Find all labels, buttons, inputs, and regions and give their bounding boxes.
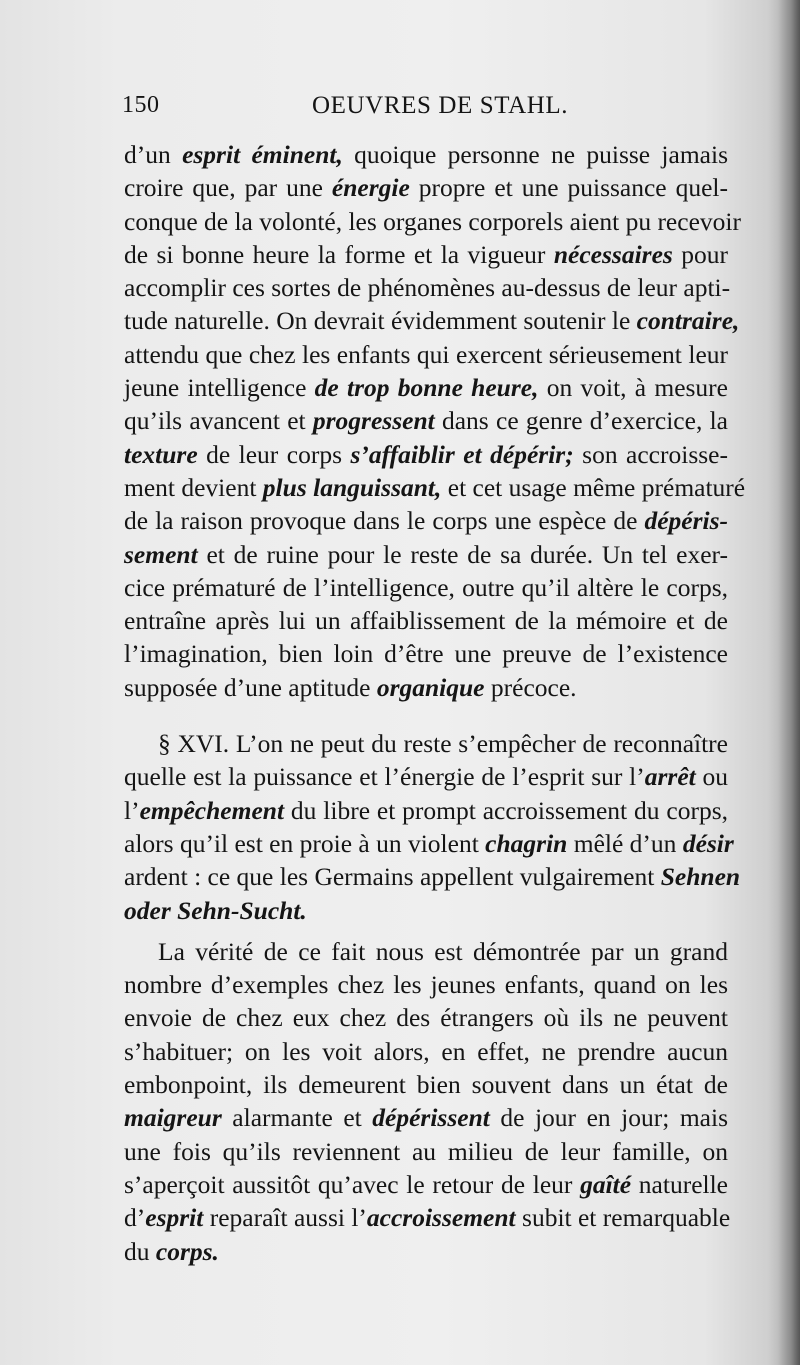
text-line xyxy=(124,1135,728,1168)
text-line xyxy=(124,604,728,637)
italic-text: maigreur xyxy=(124,1103,222,1133)
text-run: une fois qu’ils reviennent au milieu de leur famille, on xyxy=(124,1136,728,1166)
italic-text: gaîté xyxy=(580,1169,632,1199)
text-run: ment devient xyxy=(124,472,263,502)
text-run: l’imagination, bien loin d’être une preuve de l’existence xyxy=(124,639,728,669)
italic-text: progressent xyxy=(312,406,435,436)
text-run: accomplir ces sortes de phénomènes au-dessus de leur apti- xyxy=(124,273,731,303)
paragraph-gap xyxy=(124,704,728,727)
italic-text: esprit éminent, xyxy=(182,140,343,169)
text-run: précoce. xyxy=(484,672,577,702)
italic-text: esprit xyxy=(145,1203,204,1233)
text-run: du xyxy=(124,1236,156,1266)
italic-text: empêchement xyxy=(139,795,285,825)
text-run: l’ xyxy=(124,795,140,825)
text-line xyxy=(124,727,728,760)
text-line xyxy=(124,538,728,571)
paragraph-1 xyxy=(124,138,746,704)
text-run: de jour en jour; mais xyxy=(489,1103,729,1133)
paragraph-3 xyxy=(124,935,731,1268)
italic-text: texture xyxy=(124,439,198,469)
text-line xyxy=(124,827,734,860)
italic-text: énergie xyxy=(331,173,410,203)
text-line xyxy=(124,338,728,371)
text-run: quoique personne ne puisse jamais xyxy=(342,140,728,169)
text-line xyxy=(124,968,728,1001)
italic-text: accroissement xyxy=(366,1203,516,1233)
text-run: ardent : ce que les Germains appellent vulgairement xyxy=(124,862,661,892)
text-line xyxy=(124,238,728,271)
italic-text: dépérissent xyxy=(372,1103,490,1133)
text-run: naturelle xyxy=(631,1169,728,1199)
text-run: de leur corps xyxy=(197,439,351,469)
text-line xyxy=(124,138,728,171)
italic-text: dépéris- xyxy=(644,506,728,536)
text-line xyxy=(124,171,728,204)
italic-text: arrêt xyxy=(644,762,696,792)
text-run: du libre et prompt accroissement du corps, xyxy=(284,795,728,825)
text-line xyxy=(124,205,741,238)
text-run: croire que, par une xyxy=(124,173,332,203)
text-run: quelle est la puissance et l’énergie de l’esprit sur l’ xyxy=(124,762,645,792)
text-run: mêlé d’un xyxy=(567,828,683,858)
text-run: § XVI. L’on ne peut du reste s’empêcher de reconnaître xyxy=(158,729,728,759)
text-line xyxy=(124,304,740,337)
page-number: 150 xyxy=(122,92,160,118)
text-run: jeune intelligence xyxy=(124,373,315,403)
text-line xyxy=(124,637,728,670)
text-run: s’aperçoit aussitôt qu’avec le retour de leur xyxy=(124,1169,581,1199)
text-line xyxy=(124,1035,728,1068)
text-run: et de ruine pour le reste de sa durée. Un tel exer- xyxy=(197,539,728,569)
text-run: pour xyxy=(672,239,728,269)
text-line xyxy=(124,1201,731,1234)
text-run: reparaît aussi l’ xyxy=(203,1203,367,1233)
italic-text: Sehnen xyxy=(660,862,741,892)
text-run: alarmante et xyxy=(221,1103,373,1133)
text-run: La vérité de ce fait nous est démontrée par un grand xyxy=(158,936,728,966)
italic-text: désir xyxy=(682,828,734,858)
text-run: embonpoint, ils demeurent bien souvent dans un état de xyxy=(124,1070,728,1100)
text-line xyxy=(124,271,731,304)
italic-text: sement xyxy=(124,539,198,569)
text-line xyxy=(124,371,728,404)
text-line xyxy=(124,404,728,437)
text-run: cice prématuré de l’intelligence, outre qu’il altère le corps, xyxy=(124,572,728,602)
running-title: OEUVRES DE STAHL. xyxy=(312,92,569,119)
italic-text: nécessaires xyxy=(553,239,673,269)
text-run: alors qu’il est en proie à un violent xyxy=(124,828,486,858)
italic-text: oder Sehn-Sucht. xyxy=(124,895,307,925)
text-run: entraîne après lui un affaiblissement de la mémoire et de xyxy=(124,606,728,636)
text-line xyxy=(124,794,728,827)
text-line xyxy=(124,671,728,704)
text-run: de si bonne heure la forme et la vigueur xyxy=(124,239,554,269)
italic-text: organique xyxy=(376,672,485,702)
paragraph-2 xyxy=(124,727,741,927)
text-line xyxy=(124,1101,728,1134)
text-run: qu’ils avancent et xyxy=(124,406,313,436)
text-line xyxy=(124,1001,728,1034)
text-line xyxy=(124,438,728,471)
text-run: envoie de chez eux chez des étrangers où ils ne peuvent xyxy=(124,1003,728,1033)
text-line xyxy=(124,471,746,504)
italic-text: plus languissant, xyxy=(262,472,442,502)
text-run: on voit, à mesure xyxy=(538,373,728,403)
text-line xyxy=(124,760,728,793)
text-run: nombre d’exemples chez les jeunes enfants, quand on les xyxy=(124,970,728,1000)
italic-text: chagrin xyxy=(485,828,568,858)
text-run: dans ce genre d’exercice, la xyxy=(434,406,728,436)
text-line xyxy=(124,571,728,604)
italic-text: corps. xyxy=(155,1236,219,1266)
text-run: et cet usage même prématuré xyxy=(441,472,746,502)
text-run: d’ xyxy=(124,1203,146,1233)
text-line xyxy=(124,1168,728,1201)
text-line xyxy=(124,935,728,968)
text-run: tude naturelle. On devrait évidemment soutenir le xyxy=(124,306,637,336)
italic-text: de trop bonne heure, xyxy=(314,373,539,403)
text-line xyxy=(124,1068,728,1101)
text-run: ou xyxy=(695,762,729,792)
paragraph-gap xyxy=(124,927,728,935)
page-body xyxy=(124,138,746,1268)
text-run: conque de la volonté, les organes corporels aient pu recevoir xyxy=(124,206,741,236)
page-header xyxy=(122,92,726,128)
text-line xyxy=(124,504,728,537)
italic-text: contraire, xyxy=(636,306,740,336)
text-run: attendu que chez les enfants qui exercent sérieusement leur xyxy=(124,339,728,369)
text-run: s’habituer; on les voit alors, en effet, ne prendre aucun xyxy=(124,1036,728,1066)
text-run: subit et remarquable xyxy=(515,1203,731,1233)
text-line xyxy=(124,1235,728,1268)
text-line xyxy=(124,894,728,927)
page-edge-shadow xyxy=(778,0,800,1365)
text-run: d’un xyxy=(124,140,183,169)
text-line xyxy=(124,860,741,893)
italic-text: s’affaiblir et dépérir; xyxy=(350,439,574,469)
text-run: supposée d’une aptitude xyxy=(124,672,377,702)
text-run: de la raison provoque dans le corps une espèce de xyxy=(124,506,645,536)
text-run: son accroisse- xyxy=(573,439,728,469)
text-run: propre et une puissance quel- xyxy=(409,173,728,203)
